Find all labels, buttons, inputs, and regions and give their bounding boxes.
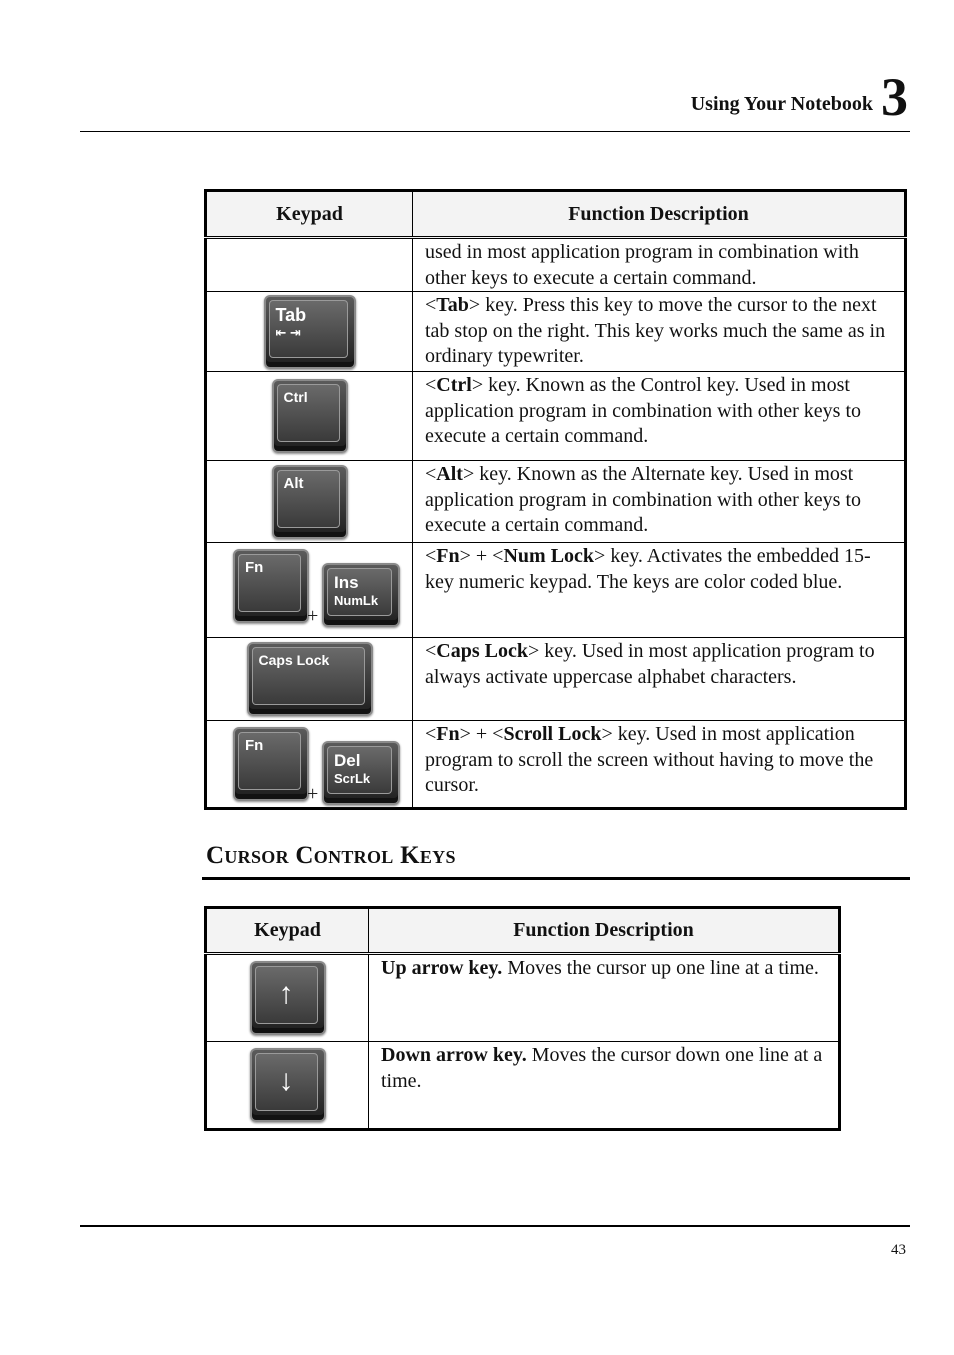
table-row — [206, 721, 906, 809]
del-scrlk-key-icon — [322, 741, 400, 805]
keypad-cell — [206, 461, 413, 543]
arrow-glyph: ↓ — [278, 1063, 294, 1097]
alt-key-icon — [272, 465, 348, 539]
description-text: > key. Used in most application program to always activate uppercase alphabet characters. — [425, 640, 875, 688]
description-text: < — [425, 294, 437, 316]
caps-lock-key-icon — [247, 642, 373, 716]
header-rule — [80, 131, 910, 132]
plus-sign: + — [307, 783, 319, 805]
key-sublabel: NumLk — [334, 593, 379, 608]
description-text: > key. Known as the Alternate key. Used in most application program in combination with other keys to execute a certain command. — [425, 463, 862, 536]
description-text: < — [425, 723, 437, 745]
column-header-function: Function Description — [369, 908, 840, 954]
description-text: > key. Press this key to move the cursor to the next tab stop on the right. This key works much the same as in ordinary typewriter. — [425, 294, 886, 367]
description-text: Moves the cursor down one line at a time. — [381, 1044, 823, 1092]
table-row — [206, 543, 906, 638]
description-text: < — [425, 545, 437, 567]
description-text: > key. Known as the Control key. Used in most application program in combination with other keys to execute a certain command. — [425, 374, 862, 447]
description-cell — [413, 461, 906, 543]
table-row — [206, 461, 906, 543]
fn-key-icon — [233, 549, 309, 623]
column-header-function: Function Description — [413, 191, 906, 238]
description-cell — [413, 292, 906, 372]
section-rule — [202, 877, 910, 880]
section-title: Cursor Control Keys — [206, 842, 456, 869]
key-label: Caps Lock — [258, 652, 330, 668]
description-cell — [413, 638, 906, 721]
header-title: Using Your Notebook — [690, 93, 873, 115]
table-row — [206, 638, 906, 721]
key-label: Ins — [334, 573, 359, 592]
keypad-cell — [206, 238, 413, 292]
description-cell — [369, 954, 840, 1042]
key-name: Up arrow key. — [381, 957, 503, 979]
keypad-cell — [206, 638, 413, 721]
footer-rule — [80, 1225, 910, 1227]
key-name: Fn — [436, 545, 460, 567]
key-label: Fn — [245, 737, 264, 754]
key-name: Down arrow key. — [381, 1044, 527, 1066]
down-arrow-key-icon — [250, 1048, 326, 1122]
description-cell — [369, 1042, 840, 1130]
description-text: < — [425, 640, 437, 662]
plus-sign: + — [307, 605, 319, 627]
key-label: Fn — [245, 559, 264, 576]
description-text: < — [425, 374, 437, 396]
up-arrow-key-icon — [250, 961, 326, 1035]
key-label: Alt — [283, 474, 304, 492]
description-text: used in most application program in combination with other keys to execute a certain command. — [425, 241, 859, 289]
table-row — [206, 954, 840, 1042]
column-header-keypad: Keypad — [206, 908, 369, 954]
key-sublabel: ⇤ ⇥ — [275, 324, 301, 340]
keypad-cell — [206, 543, 413, 638]
table-row — [206, 372, 906, 461]
page-header — [690, 67, 908, 127]
table-row — [206, 1042, 840, 1130]
key-name: Caps Lock — [436, 640, 528, 662]
key-name: Fn — [436, 723, 460, 745]
description-text: < — [425, 463, 437, 485]
tab-key-icon — [264, 295, 356, 369]
key-sublabel: ScrLk — [334, 771, 371, 786]
key-name: Num Lock — [503, 545, 595, 567]
key-name: Scroll Lock — [503, 723, 602, 745]
arrow-glyph: ↑ — [278, 976, 294, 1010]
key-label: Del — [334, 751, 361, 770]
keypad-cell — [206, 721, 413, 809]
keypad-cell — [206, 372, 413, 461]
keypad-table-2 — [204, 906, 841, 1131]
description-text: > key. Used in most application program to scroll the screen without having to move the cursor. — [425, 723, 874, 796]
table-row — [206, 238, 906, 292]
key-name: Tab — [436, 294, 469, 316]
description-text: Moves the cursor up one line at a time. — [502, 957, 819, 979]
description-text: > + < — [459, 545, 504, 567]
table-row — [206, 292, 906, 372]
key-label: Tab — [275, 304, 307, 325]
description-text: > key. Activates the embedded 15-key numeric keypad. The keys are color coded blue. — [425, 545, 871, 593]
keypad-table-1 — [204, 189, 907, 810]
key-name: Alt — [436, 463, 463, 485]
key-name: Ctrl — [436, 374, 472, 396]
ctrl-key-icon — [272, 379, 348, 453]
description-cell — [413, 543, 906, 638]
fn-key-icon — [233, 727, 309, 801]
column-header-keypad: Keypad — [206, 191, 413, 238]
description-cell — [413, 238, 906, 292]
chapter-number: 3 — [881, 67, 908, 127]
keypad-cell — [206, 954, 369, 1042]
keypad-cell — [206, 1042, 369, 1130]
description-cell — [413, 721, 906, 809]
keypad-cell — [206, 292, 413, 372]
key-label: Ctrl — [283, 389, 308, 405]
page-number: 43 — [891, 1242, 906, 1258]
description-cell — [413, 372, 906, 461]
description-text: > + < — [459, 723, 504, 745]
ins-numlk-key-icon — [322, 563, 400, 627]
